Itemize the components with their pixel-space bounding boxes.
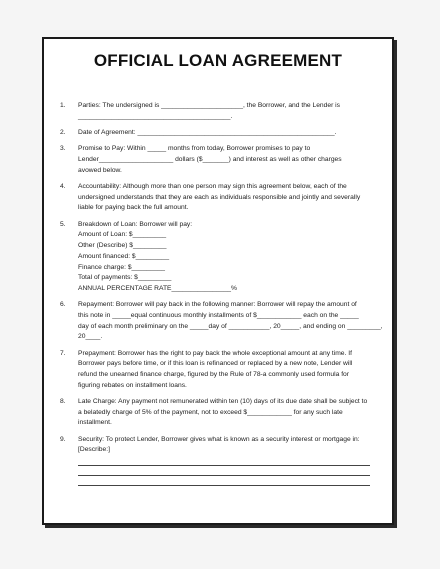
clause-text-line: Breakdown of Loan: Borrower will pay: (78, 220, 193, 228)
clause-text-line: undersigned understands that they are each as individuals responsible and jointly and severally (78, 193, 361, 201)
apr-line: ANNUAL PERCENTAGE RATE________________% (78, 284, 237, 292)
clause-promise-to-pay (60, 144, 380, 176)
clause-text-line: Borrower pays before time, or if this loan is refinanced or replaced by a new note, Lender will (78, 360, 353, 368)
clause-accountability (60, 182, 380, 214)
clause-number: 2. (60, 129, 66, 136)
security-description-blank[interactable] (78, 456, 370, 466)
clause-text-line: _________________________________________. (78, 112, 233, 120)
clause-parties (60, 101, 380, 122)
clause-repayment (60, 300, 383, 343)
agreement-clauses (60, 101, 383, 492)
page-title: OFFICIAL LOAN AGREEMENT (93, 51, 343, 70)
clause-number: 4. (60, 183, 66, 190)
clause-number: 7. (60, 349, 66, 357)
clause-number: 8. (60, 398, 66, 406)
clause-number: 5. (60, 220, 66, 228)
clause-text-line: Late Charge: Any payment not remunerated within ten (10) days of its due date shall be subject to (78, 398, 368, 406)
clause-text-line: a belatedly charge of 5% of the payment, not to exceed $____________ for any such late (78, 408, 343, 416)
clause-late-charge (60, 397, 380, 429)
clause-date (60, 128, 380, 139)
clause-text-line: 20____. (78, 333, 103, 341)
clause-text-line: this note in _____equal continuous monthly installments of $____________ each on the _____ (78, 311, 359, 319)
clause-text-line: Prepayment: Borrower has the right to pay back the whole exceptional amount at any time. If (78, 349, 352, 357)
clause-security (60, 435, 380, 486)
clause-text-line: avowed below. (78, 166, 122, 174)
clause-text-line: Promise to Pay: Within _____ months from today, Borrower promises to pay to (78, 145, 311, 153)
clause-text-line: installment. (78, 419, 112, 427)
clause-number: 9. (60, 435, 66, 443)
clause-text-line: figuring rebates on installment loans. (78, 381, 187, 389)
document-page (42, 37, 394, 525)
clause-number: 3. (60, 145, 66, 153)
security-description-blank[interactable] (78, 466, 370, 476)
clause-text-line: [Describe:] (78, 446, 110, 454)
clause-text-line: Repayment: Borrower will pay back in the following manner: Borrower will repay the amount of (78, 301, 357, 309)
other-describe-line: Other (Describe) $_________ (78, 242, 167, 250)
amount-of-loan-line: Amount of Loan: $_________ (78, 231, 167, 239)
clause-text-line: Security: To protect Lender, Borrower gives what is known as a security interest or mortgage in: (78, 435, 360, 443)
clause-text-line: Date of Agreement: _____________________________________________________. (78, 129, 337, 136)
clause-number: 1. (60, 102, 66, 109)
amount-financed-line: Amount financed: $_________ (78, 252, 170, 260)
clause-text-line: liable for paying back the full amount. (78, 204, 189, 212)
clause-text-line: Lender____________________ dollars ($_______) and interest as well as other charges (78, 156, 342, 163)
security-description-blank[interactable] (78, 476, 370, 486)
clause-text-line: Parties: The undersigned is ______________________, the Borrower, and the Lender is (78, 102, 340, 109)
clause-text-line: day of each month preliminary on the _____day of ___________, 20_____, and ending on _________, (78, 322, 383, 330)
clause-text-line: refund the unearned finance charge, figured by the Rule of 78-a commonly used formula for (78, 371, 350, 379)
clause-prepayment (60, 349, 380, 392)
finance-charge-line: Finance charge: $_________ (78, 263, 166, 271)
clause-number: 6. (60, 301, 66, 309)
total-payments-line: Total of payments: $_________ (78, 274, 172, 282)
clause-text-line: Accountability: Although more than one person may sign this agreement below, each of the (78, 183, 347, 190)
clause-breakdown (60, 220, 380, 295)
